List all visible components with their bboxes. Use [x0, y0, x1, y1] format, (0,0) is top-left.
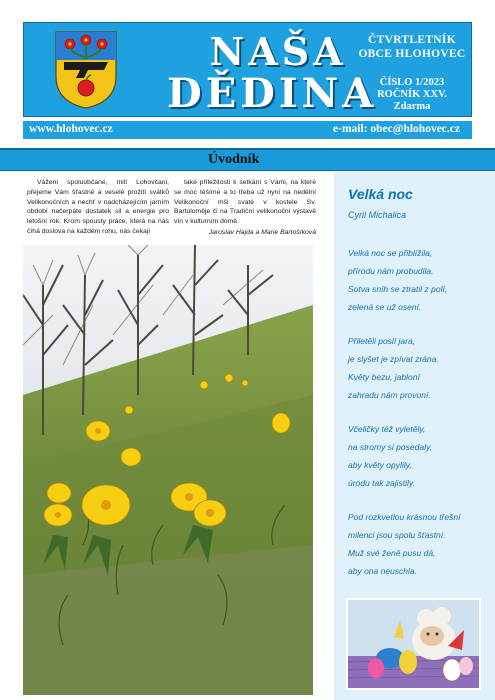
title-line-1: NAŠA	[209, 29, 347, 74]
section-header	[0, 148, 495, 171]
publication-publisher: OBCE HLOHOVEC	[358, 48, 466, 60]
contact-bar	[23, 121, 472, 139]
poem-title: Velká noc	[348, 186, 413, 202]
volume-number: ROČNÍK XXV.	[377, 89, 447, 100]
article-column-2	[174, 178, 316, 238]
poem-line: zahradu nám provoní.	[348, 390, 431, 400]
poem-line: úrodu tak zajistily.	[348, 478, 415, 488]
poem-author: Cyril Michalica	[348, 210, 407, 220]
masthead	[23, 22, 472, 117]
poem-line: Sotva sníh se ztratil z polí,	[348, 284, 448, 294]
website-link[interactable]: www.hlohovec.cz	[29, 123, 113, 135]
issue-number: ČÍSLO 1/2023	[379, 77, 445, 88]
publication-info	[354, 33, 470, 113]
poem-line: Včeličky též vyletěly,	[348, 424, 426, 434]
poem-line: Květy bezu, jabloní	[348, 372, 420, 382]
publication-frequency: ČTVRTLETNÍK	[368, 34, 456, 46]
price-label: Zdarma	[393, 101, 431, 112]
meadow-flowers-photo	[23, 245, 313, 695]
poem-panel	[334, 172, 495, 700]
poem-line: Pod rozkvetlou krásnou třešní	[348, 512, 461, 522]
article-text-1: Vážení spoluobčané, milí Lohovčani, přejeme Vám šťastné a veselé prožití svátků Velikonočních a nechť v nadcházejícím jarním období načerpáte dostatek sil a energie pro letošní rok. Krom spousty práce, která na nás číhá doslova na každém rohu, nás čekají	[27, 179, 169, 235]
poem-stanza-3	[348, 420, 488, 492]
article-signature: Jaroslav Hajda a Marie Bartošíková	[208, 228, 316, 236]
poem-line: milenci jsou spolu šťastní.	[348, 530, 446, 540]
poem-stanza-2	[348, 332, 488, 404]
poem-line: Přiletěli poslí jara,	[348, 336, 416, 346]
title-line-2: DĚDINA	[167, 70, 378, 117]
newspaper-title	[167, 31, 377, 115]
article-text-2: také příležitosti k setkání s Vámi, na které se moc těšíme a to třeba už nyní na nedělní Velikonoční mši svaté v kostele Sv. Bartoloměje či na Tradiční velikonoční výstavě vín v kulturním domě.	[174, 179, 316, 226]
poem-line: Muž své ženě pusu dá,	[348, 548, 436, 558]
poem-stanza-1	[348, 244, 488, 316]
poem-line: na stromy si posedaly,	[348, 442, 432, 452]
poem-line: je slyšet je zpívat zrána.	[348, 354, 439, 364]
section-title: Úvodník	[208, 152, 260, 167]
poem-stanza-4	[348, 508, 488, 580]
poem-line: přírodu nám probudila.	[348, 266, 434, 276]
email-link[interactable]: e-mail: obec@hlohovec.cz	[333, 123, 460, 135]
poem-line: aby ona neuschla.	[348, 566, 417, 576]
article-column-1	[27, 178, 169, 237]
village-coat-of-arms-icon	[54, 30, 118, 110]
poem-line: zelená se už osení.	[348, 302, 422, 312]
poem-line: aby květy opylily,	[348, 460, 412, 470]
poem-line: Velká noc se přiblížila,	[348, 248, 433, 258]
easter-decoration-photo	[346, 598, 481, 690]
